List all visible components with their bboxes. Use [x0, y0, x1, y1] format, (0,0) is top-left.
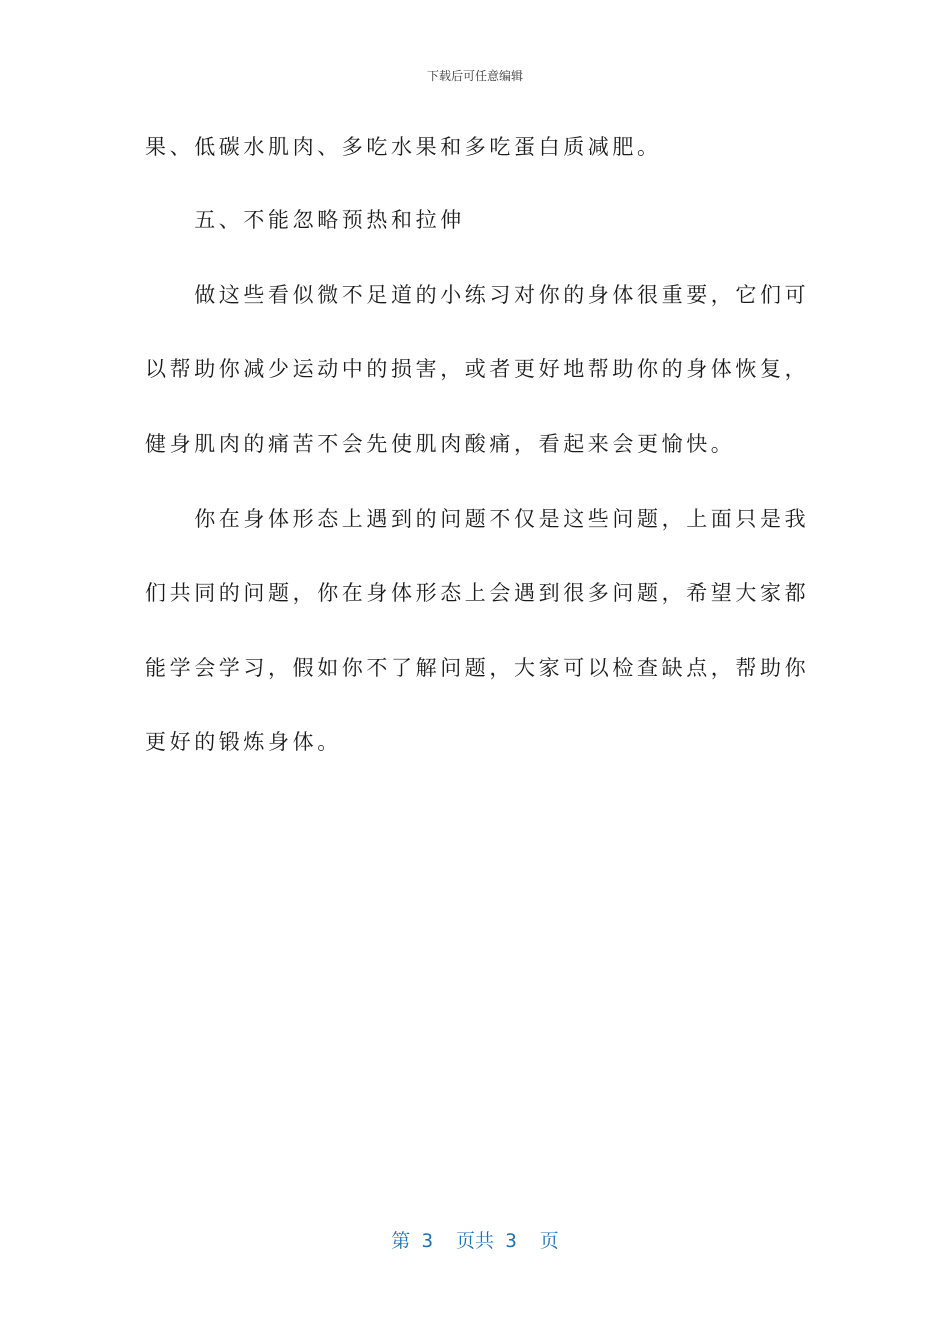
page-number: 第 3 页共 3 页 — [391, 1230, 559, 1252]
body-line: 健身肌肉的痛苦不会先使肌肉酸痛，看起来会更愉快。 — [145, 432, 736, 456]
body-line: 果、低碳水肌肉、多吃水果和多吃蛋白质减肥。 — [145, 135, 662, 159]
section-heading: 五、不能忽略预热和拉伸 — [145, 208, 465, 232]
header-note: 下载后可任意编辑 — [426, 69, 523, 83]
body-line: 更好的锻炼身体。 — [145, 730, 342, 754]
body-line: 以帮助你减少运动中的损害，或者更好地帮助你的身体恢复， — [145, 357, 810, 381]
body-line: 们共同的问题，你在身体形态上会遇到很多问题，希望大家都 — [145, 581, 810, 605]
body-line: 你在身体形态上遇到的问题不仅是这些问题，上面只是我 — [145, 507, 810, 531]
body-line: 能学会学习，假如你不了解问题，大家可以检查缺点，帮助你 — [145, 656, 810, 680]
body-line: 做这些看似微不足道的小练习对你的身体很重要，它们可 — [145, 283, 810, 307]
